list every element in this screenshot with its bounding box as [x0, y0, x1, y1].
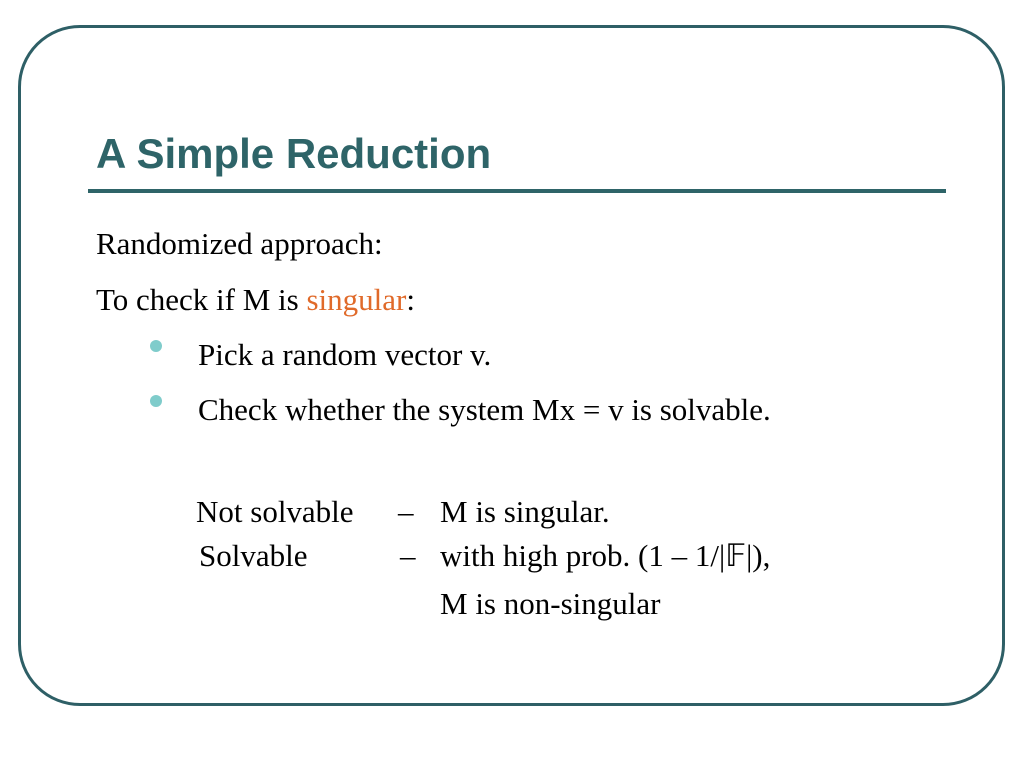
check-line-prefix: To check if M is [96, 282, 307, 317]
check-line [96, 280, 415, 320]
bullet-dot-icon [150, 395, 162, 407]
bullet-text: Check whether the system Mx = v is solvable. [198, 392, 771, 427]
title-divider [88, 189, 946, 193]
intro-line: Randomized approach: [96, 226, 383, 261]
case-label-solvable: Solvable [199, 538, 308, 573]
case-result-non-singular: M is non-singular [440, 586, 661, 621]
case-dash: – [398, 494, 414, 529]
case-result-probability: with high prob. (1 – 1/|𝔽|), [440, 538, 771, 573]
case-result-singular: M is singular. [440, 494, 610, 529]
check-line-suffix: : [406, 282, 415, 317]
case-dash: – [400, 538, 416, 573]
bullet-text: Pick a random vector v. [198, 337, 492, 372]
bullet-dot-icon [150, 340, 162, 352]
case-label-not-solvable: Not solvable [196, 494, 354, 529]
slide-title: A Simple Reduction [96, 130, 492, 177]
singular-highlight: singular [306, 282, 407, 317]
